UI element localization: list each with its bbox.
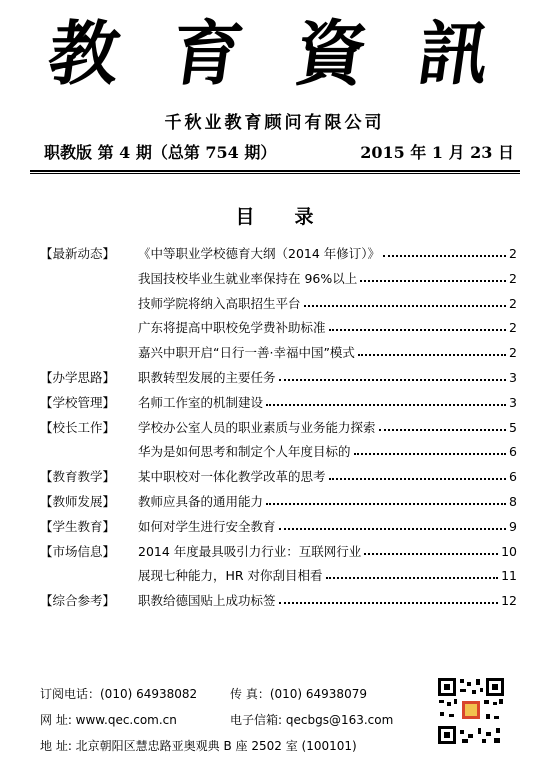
toc-entry-title[interactable]: 教师应具备的通用能力 xyxy=(138,494,264,509)
toc-row[interactable] xyxy=(0,490,549,514)
qr-code-icon xyxy=(436,676,506,746)
toc-entry xyxy=(138,316,517,340)
toc-row[interactable] xyxy=(0,391,549,415)
toc-entry xyxy=(138,292,517,316)
toc-entry-title[interactable]: 华为是如何思考和制定个人年度目标的 xyxy=(138,444,351,460)
fax-number: 传 真：(010) 64938079 xyxy=(230,687,367,701)
toc-section-label: 【教师发展】 xyxy=(40,494,116,509)
company-name: 千秋业教育顾问有限公司 xyxy=(164,113,385,133)
toc-leader-dots xyxy=(379,417,507,431)
toc-page-number: 11 xyxy=(501,568,517,584)
toc-page-number: 5 xyxy=(509,419,517,435)
toc-entry-title[interactable]: 如何对学生进行安全教育 xyxy=(138,518,276,534)
toc-page-number: 10 xyxy=(501,543,517,559)
toc-entry xyxy=(138,341,517,365)
toc-entry-title[interactable]: 学校办公室人员的职业素质与业务能力探索 xyxy=(138,419,376,435)
toc-page-number: 12 xyxy=(501,593,517,609)
website-link[interactable]: 网 址: www.qec.com.cn xyxy=(40,713,177,727)
toc-entry-title[interactable]: 技师学院将纳入高职招生平台 xyxy=(138,295,301,311)
qr-code-image xyxy=(436,676,506,746)
toc-entry-title[interactable]: 我国技校毕业生就业率保持在 96%以上 xyxy=(138,270,358,286)
toc-entry xyxy=(138,391,517,415)
toc-section-label: 【教育教学】 xyxy=(40,469,116,485)
toc-leader-dots xyxy=(279,590,499,604)
toc-section-label: 【最新动态】 xyxy=(40,246,116,261)
toc-row[interactable] xyxy=(0,564,549,588)
toc-row[interactable] xyxy=(0,366,549,390)
toc-entry xyxy=(138,465,517,489)
toc-entry-title[interactable]: 《中等职业学校德育大纲（2014 年修订）》 xyxy=(138,246,381,261)
toc-leader-dots xyxy=(266,491,506,505)
toc-row[interactable] xyxy=(0,267,549,291)
toc-entry-title[interactable]: 职教给德国贴上成功标签 xyxy=(138,593,276,609)
toc-page-number: 2 xyxy=(509,246,517,261)
header-rule-thin xyxy=(30,173,520,174)
toc-row[interactable] xyxy=(0,292,549,316)
toc-row[interactable] xyxy=(0,440,549,464)
toc-leader-dots xyxy=(383,243,506,257)
toc-entry-title[interactable]: 广东将提高中职校免学费补助标准 xyxy=(138,320,326,336)
header-rule xyxy=(30,170,520,172)
toc-row[interactable] xyxy=(0,416,549,440)
toc-page-number: 6 xyxy=(509,469,517,485)
toc-row[interactable] xyxy=(0,515,549,539)
toc-page-number: 9 xyxy=(509,518,517,534)
toc-page-number: 2 xyxy=(509,345,517,361)
toc-entry-title[interactable]: 职教转型发展的主要任务 xyxy=(138,370,276,385)
toc-leader-dots xyxy=(329,466,507,480)
toc-page-number: 2 xyxy=(509,295,517,311)
toc-entry-title[interactable]: 展现七种能力，HR 对你刮目相看 xyxy=(138,568,323,584)
toc-entry xyxy=(138,490,517,514)
masthead-char: 育 xyxy=(166,12,251,95)
toc-leader-dots xyxy=(279,367,507,381)
toc-entry xyxy=(138,267,517,291)
toc-leader-dots xyxy=(266,392,506,406)
toc-entry-title[interactable]: 某中职校对一体化教学改革的思考 xyxy=(138,469,326,485)
issue-edition: 职教版 第 4 期（总第 754 期） xyxy=(44,143,277,162)
toc-leader-dots xyxy=(364,541,498,555)
toc-entry xyxy=(138,242,517,266)
toc-page-number: 2 xyxy=(509,270,517,286)
toc-row[interactable] xyxy=(0,589,549,613)
toc-section-label: 【综合参考】 xyxy=(40,593,116,609)
toc-row[interactable] xyxy=(0,465,549,489)
toc-entry-title[interactable]: 名师工作室的机制建设 xyxy=(138,394,264,410)
toc-row[interactable] xyxy=(0,242,549,266)
toc-row[interactable] xyxy=(0,316,549,340)
toc-leader-dots xyxy=(329,317,507,331)
toc-entry-title[interactable]: 嘉兴中职开启“日行一善·幸福中国”模式 xyxy=(138,345,355,361)
toc-page-number: 2 xyxy=(509,320,517,336)
toc-section-label: 【校长工作】 xyxy=(40,419,116,435)
toc-leader-dots xyxy=(326,565,499,579)
subscribe-phone: 订阅电话：(010) 64938082 xyxy=(40,687,198,701)
issue-date: 2015 年 1 月 23 日 xyxy=(360,143,514,162)
masthead-char: 資 xyxy=(289,12,374,95)
toc-page-number: 8 xyxy=(509,494,517,509)
masthead-char: 教 xyxy=(43,12,127,95)
toc-entry xyxy=(138,366,517,390)
toc-entry xyxy=(138,440,517,464)
toc-section-label: 【办学思路】 xyxy=(40,370,116,385)
toc-leader-dots xyxy=(360,268,506,282)
toc-entry xyxy=(138,540,517,564)
email-link[interactable]: 电子信箱: qecbgs@163.com xyxy=(230,713,394,727)
masthead-char: 訊 xyxy=(413,12,497,95)
toc-entry xyxy=(138,564,517,588)
toc-entry-title[interactable]: 2014 年度最具吸引力行业：互联网行业 xyxy=(138,543,362,559)
toc-entry xyxy=(138,416,517,440)
toc-page-number: 6 xyxy=(509,444,517,460)
toc-page-number: 3 xyxy=(509,370,517,385)
toc-heading: 目录 xyxy=(235,206,354,228)
toc-row[interactable] xyxy=(0,540,549,564)
toc-leader-dots xyxy=(354,441,507,455)
toc-section-label: 【学生教育】 xyxy=(40,518,116,534)
toc-leader-dots xyxy=(304,293,507,307)
toc-leader-dots xyxy=(358,342,506,356)
masthead-title xyxy=(40,14,500,94)
toc-entry xyxy=(138,589,517,613)
toc-row[interactable] xyxy=(0,341,549,365)
address: 地 址: 北京朝阳区慧忠路亚奥观典 B 座 2502 室 (100101) xyxy=(40,739,357,753)
toc-page-number: 3 xyxy=(509,394,517,410)
toc-entry xyxy=(138,515,517,539)
issue-line xyxy=(44,140,514,163)
toc-section-label: 【学校管理】 xyxy=(40,394,116,410)
toc-leader-dots xyxy=(279,516,507,530)
toc-section-label: 【市场信息】 xyxy=(40,543,116,559)
